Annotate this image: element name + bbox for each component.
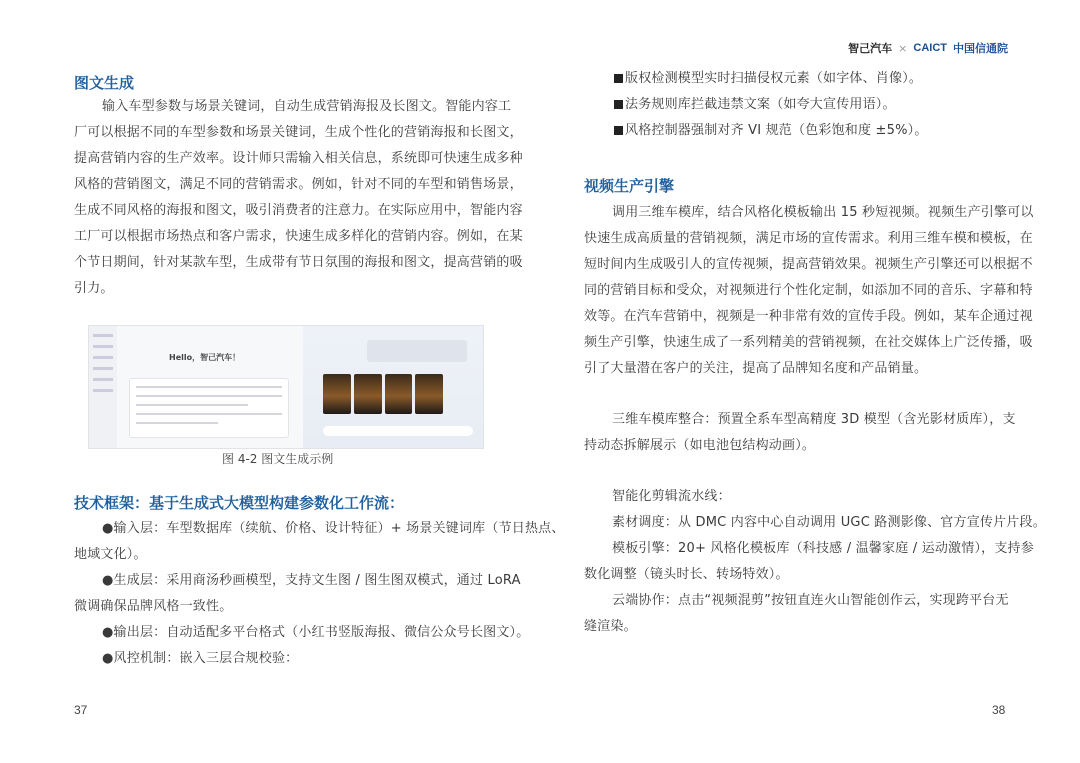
figure-chat-bubble	[367, 340, 467, 362]
section-title-image-text: 图文生成	[74, 74, 135, 92]
paragraph-line: 风格的营销图文，满足不同的营销需求。例如，针对不同的车型和销售场景，	[74, 177, 523, 192]
caict-cn-logo: 中国信通院	[953, 42, 1008, 55]
paragraph-line: 模板引擎：20+ 风格化模板库（科技感 / 温馨家庭 / 运动激情），支持参	[612, 541, 1034, 556]
paragraph-line: 素材调度：从 DMC 内容中心自动调用 UGC 路测影像、官方宣传片片段。	[612, 515, 1046, 530]
check-item: 法务规则库拦截违禁文案（如夸大宣传用语）。	[614, 92, 896, 118]
bullet-line: ●输出层：自动适配多平台格式（小红书竖版海报、微信公众号长图文）。	[102, 625, 530, 640]
square-bullet-icon	[614, 100, 623, 109]
section-title-tech-framework: 技术框架：基于生成式大模型构建参数化工作流：	[74, 494, 405, 512]
figure-caption: 图 4-2 图文生成示例	[222, 452, 334, 466]
paragraph-line: 频生产引擎，快速生成了一系列精美的营销视频，在社交媒体上广泛传播，吸	[584, 335, 1033, 350]
paragraph-line: 数化调整（镜头时长、转场特效）。	[584, 567, 789, 582]
paragraph-line: 输入车型参数与场景关键词，自动生成营销海报及长图文。智能内容工	[102, 99, 512, 114]
paragraph-line: 厂可以根据不同的车型参数和场景关键词，生成个性化的营销海报和长图文，	[74, 125, 523, 140]
paragraph-line: 同的营销目标和受众，对视频进行个性化定制，如添加不同的音乐、字幕和特	[584, 283, 1033, 298]
bullet-line: ●生成层：采用商汤秒画模型，支持文生图 / 图生图双模式，通过 LoRA	[102, 573, 521, 588]
paragraph-line: 缝渲染。	[584, 619, 637, 634]
paragraph-line: 工厂可以根据市场热点和客户需求，快速生成多样化的营销内容。例如，在某	[74, 229, 523, 244]
bullet-line: 微调确保品牌风格一致性。	[74, 599, 233, 614]
section-title-video-engine: 视频生产引擎	[584, 177, 675, 195]
figure-input-bar	[323, 426, 473, 436]
figure-sidebar	[89, 326, 117, 448]
figure-screenshot	[88, 325, 484, 449]
pipeline-title: 智能化剪辑流水线：	[612, 489, 731, 504]
paragraph-line: 持动态拆解展示（如电池包结构动画）。	[584, 438, 816, 453]
square-bullet-icon	[614, 126, 623, 135]
paragraph-line: 云端协作：点击“视频混剪”按钮直连火山智能创作云，实现跨平台无	[612, 593, 1009, 608]
paragraph-line: 个节日期间，针对某款车型，生成带有节日氛围的海报和图文，提高营销的吸	[74, 255, 523, 270]
figure-ui-panel	[89, 326, 303, 448]
paragraph-line: 效等。在汽车营销中，视频是一种非常有效的宣传手段。例如，某车企通过视	[584, 309, 1033, 324]
page-number-left: 37	[74, 703, 88, 717]
bullet-line: 地域文化）。	[74, 547, 147, 562]
paragraph-line: 三维车模库整合：预置全系车型高精度 3D 模型（含光影材质库），支	[612, 412, 1016, 427]
figure-input-card	[129, 378, 289, 438]
square-bullet-icon	[614, 74, 623, 83]
page-number-right: 38	[992, 703, 1006, 717]
zhiji-logo: 智己汽车	[848, 42, 893, 55]
check-item: 版权检测模型实时扫描侵权元素（如字体、肖像）。	[614, 66, 922, 92]
paragraph-line: 短时间内生成吸引人的宣传视频，提高营销效果。视频生产引擎还可以根据不	[584, 257, 1033, 272]
paragraph-line: 引力。	[74, 281, 114, 296]
paragraph-line: 调用三维车模库，结合风格化模板输出 15 秒短视频。视频生产引擎可以	[612, 205, 1034, 220]
figure-generated-images	[323, 374, 443, 414]
figure-result-panel	[303, 326, 483, 448]
caict-logo: CAICT	[913, 42, 947, 54]
paragraph-line: 提高营销内容的生产效率。设计师只需输入相关信息，系统即可快速生成多种	[74, 151, 523, 166]
logo-separator: ×	[898, 41, 908, 55]
bullet-line: ●风控机制：嵌入三层合规校验：	[102, 651, 299, 666]
paragraph-line: 引了大量潜在客户的关注，提高了品牌知名度和产品销量。	[584, 361, 928, 376]
figure-hello-text: Hello，智己汽车！	[169, 353, 241, 362]
bullet-line: ●输入层：车型数据库（续航、价格、设计特征）+ 场景关键词库（节日热点、	[102, 521, 565, 536]
paragraph-line: 生成不同风格的海报和图文，吸引消费者的注意力。在实际应用中，智能内容	[74, 203, 523, 218]
check-item: 风格控制器强制对齐 VI 规范（色彩饱和度 ±5%）。	[614, 118, 928, 144]
header-logo	[848, 40, 1008, 56]
paragraph-line: 快速生成高质量的营销视频，满足市场的宣传需求。利用三维车模和模板，在	[584, 231, 1033, 246]
